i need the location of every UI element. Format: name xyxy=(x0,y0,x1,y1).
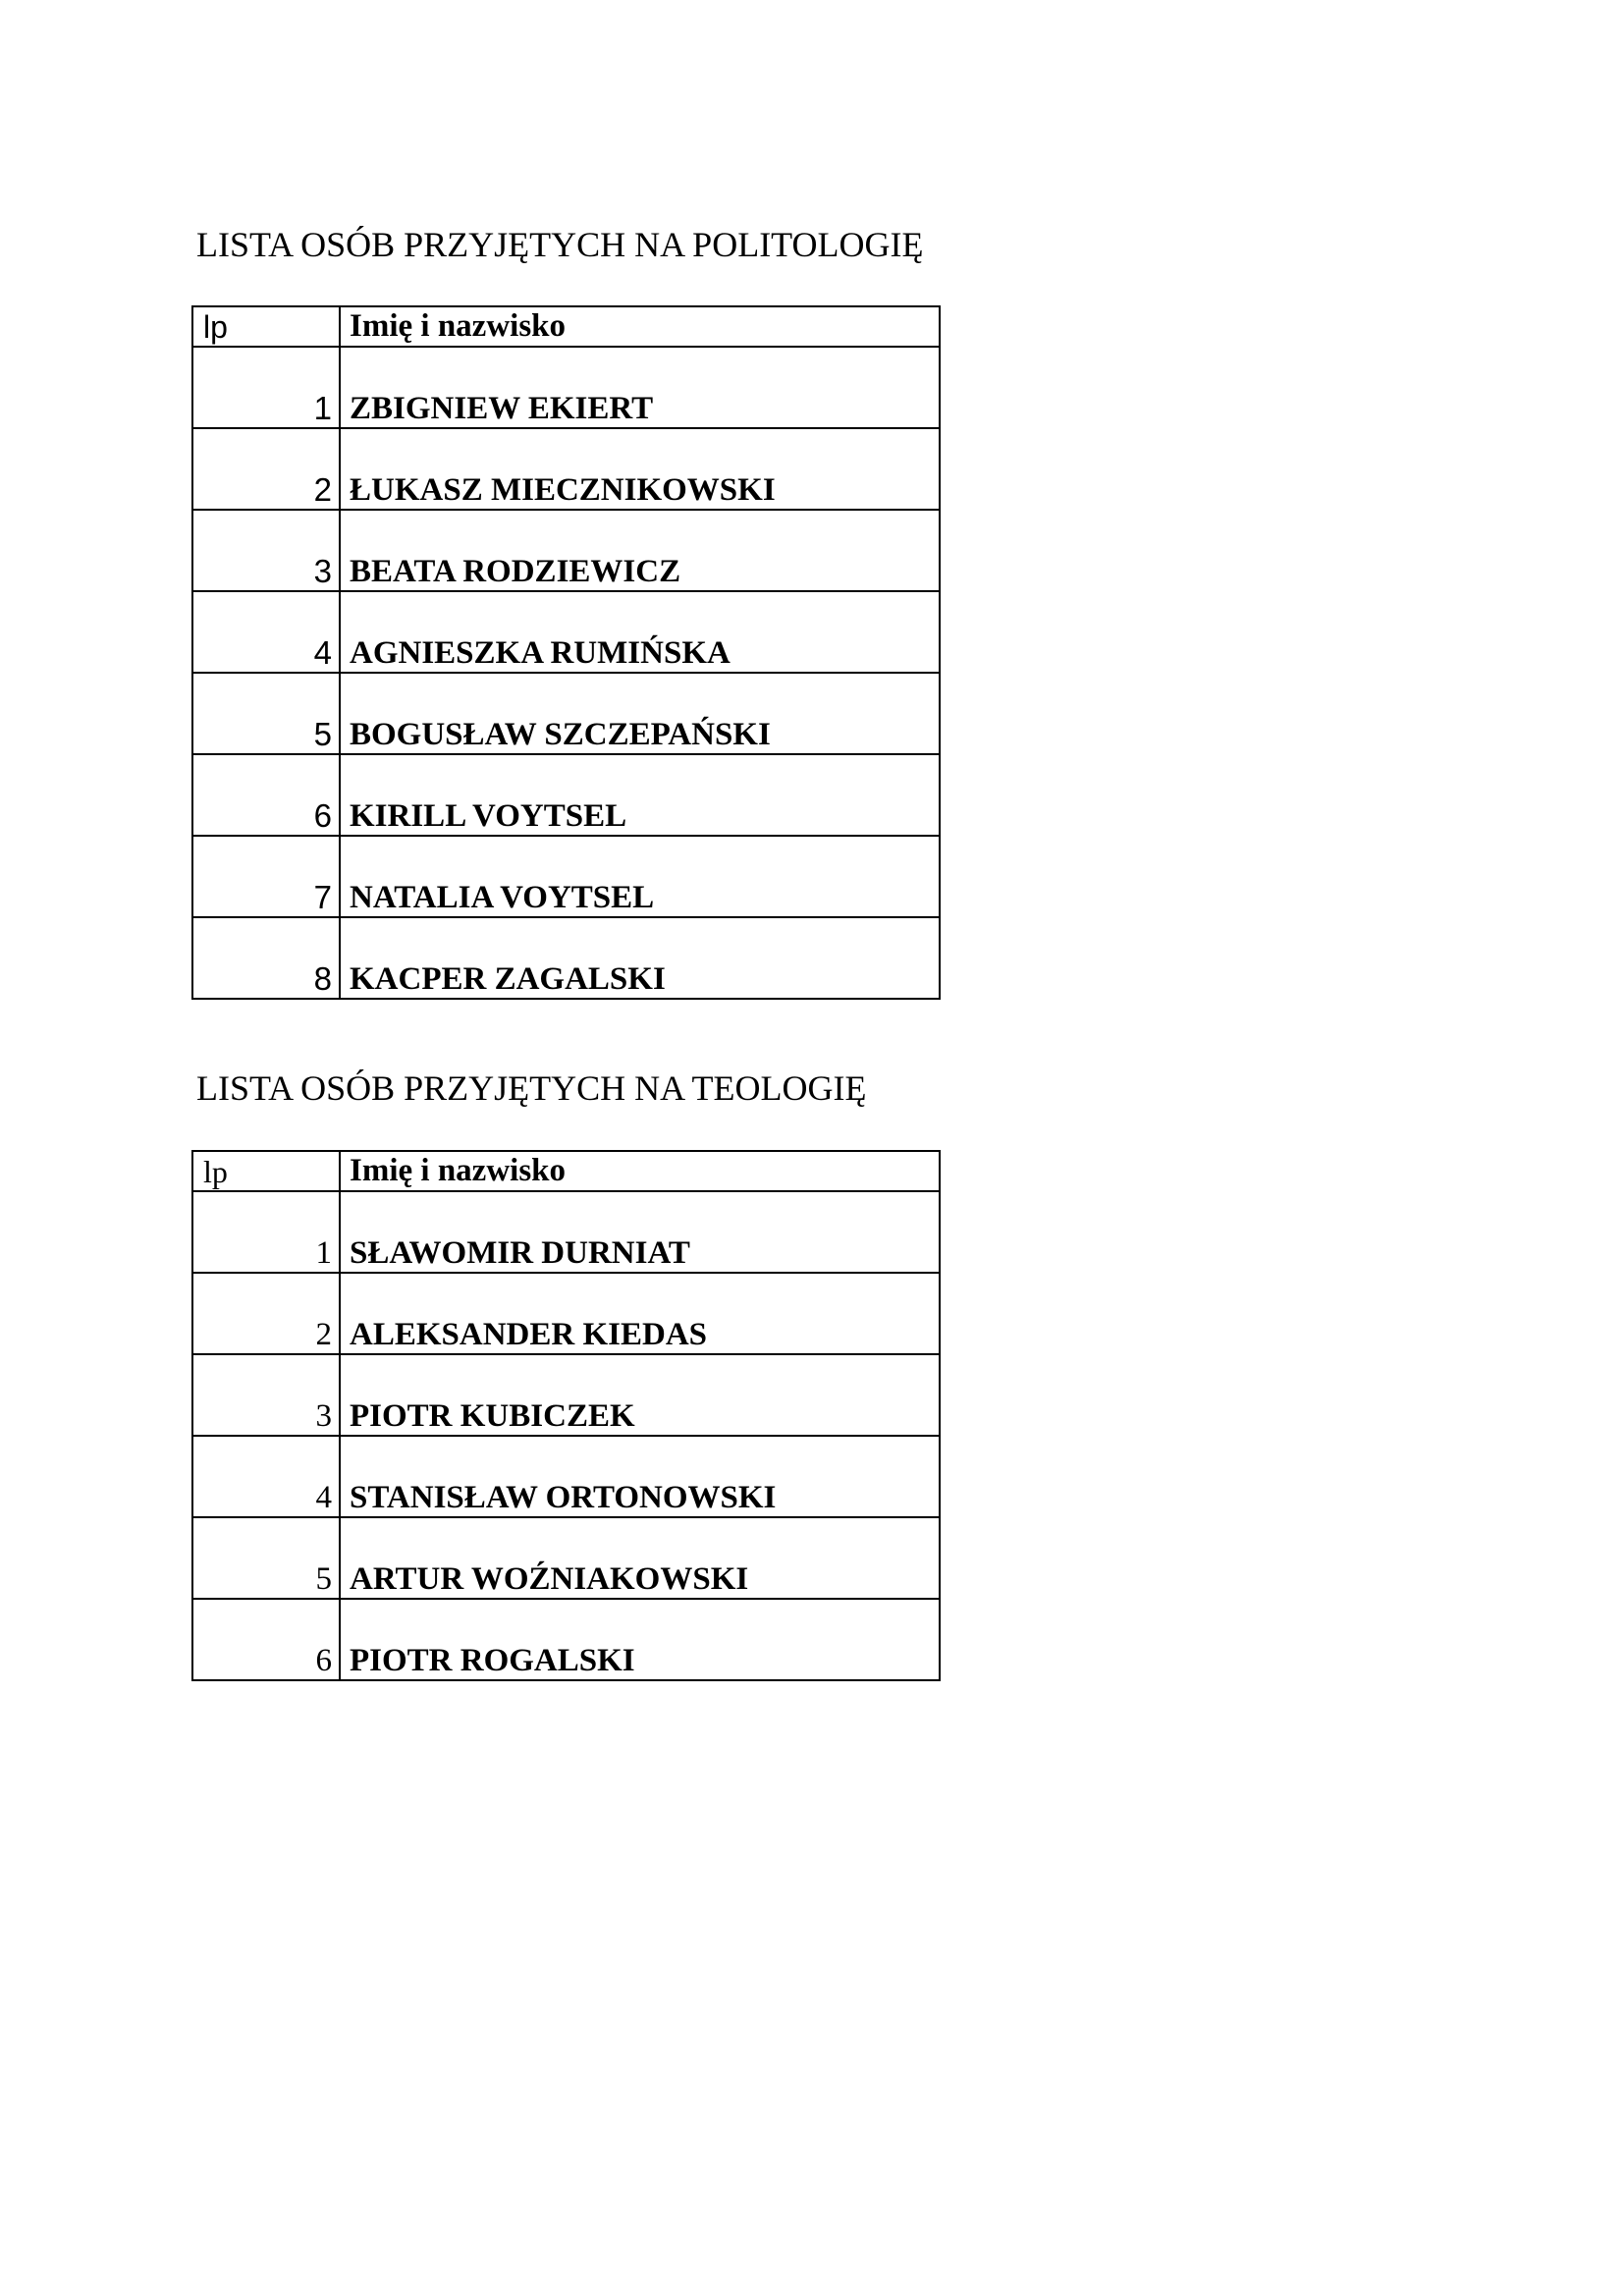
table-row xyxy=(192,836,940,917)
row-number: 1 xyxy=(192,347,340,428)
table-row xyxy=(192,1191,940,1273)
table-row xyxy=(192,1436,940,1517)
table-row xyxy=(192,510,940,591)
row-name: KACPER ZAGALSKI xyxy=(340,917,940,999)
table-row xyxy=(192,754,940,836)
row-number: 2 xyxy=(192,428,340,510)
row-name: SŁAWOMIR DURNIAT xyxy=(340,1191,940,1273)
page-title: LISTA OSÓB PRZYJĘTYCH NA TEOLOGIĘ xyxy=(196,1068,867,1108)
table-header-row xyxy=(192,306,940,347)
row-name: ARTUR WOŹNIAKOWSKI xyxy=(340,1517,940,1599)
table-row xyxy=(192,428,940,510)
row-name: AGNIESZKA RUMIŃSKA xyxy=(340,591,940,673)
column-header-name: Imię i nazwisko xyxy=(340,306,940,347)
table-row xyxy=(192,673,940,754)
page-title: LISTA OSÓB PRZYJĘTYCH NA POLITOLOGIĘ xyxy=(196,225,924,264)
row-name: PIOTR ROGALSKI xyxy=(340,1599,940,1680)
column-header-lp: lp xyxy=(192,306,340,347)
row-number: 3 xyxy=(192,1354,340,1436)
row-name: KIRILL VOYTSEL xyxy=(340,754,940,836)
table-row xyxy=(192,1354,940,1436)
row-name: ALEKSANDER KIEDAS xyxy=(340,1273,940,1354)
row-number: 6 xyxy=(192,1599,340,1680)
column-header-lp: lp xyxy=(192,1151,340,1191)
row-number: 2 xyxy=(192,1273,340,1354)
row-name: STANISŁAW ORTONOWSKI xyxy=(340,1436,940,1517)
row-number: 5 xyxy=(192,1517,340,1599)
row-number: 5 xyxy=(192,673,340,754)
admitted-table-teologie xyxy=(191,1150,941,1681)
row-number: 7 xyxy=(192,836,340,917)
column-header-name: Imię i nazwisko xyxy=(340,1151,940,1191)
table-row xyxy=(192,1517,940,1599)
table-row xyxy=(192,1273,940,1354)
row-number: 3 xyxy=(192,510,340,591)
row-name: ZBIGNIEW EKIERT xyxy=(340,347,940,428)
row-number: 1 xyxy=(192,1191,340,1273)
table-row xyxy=(192,347,940,428)
table-row xyxy=(192,1599,940,1680)
table-row xyxy=(192,917,940,999)
table-header-row xyxy=(192,1151,940,1191)
row-name: BOGUSŁAW SZCZEPAŃSKI xyxy=(340,673,940,754)
table-row xyxy=(192,591,940,673)
admitted-table-politologie xyxy=(191,305,941,1000)
row-number: 4 xyxy=(192,1436,340,1517)
row-number: 4 xyxy=(192,591,340,673)
row-name: BEATA RODZIEWICZ xyxy=(340,510,940,591)
row-number: 6 xyxy=(192,754,340,836)
row-name: NATALIA VOYTSEL xyxy=(340,836,940,917)
row-name: PIOTR KUBICZEK xyxy=(340,1354,940,1436)
row-number: 8 xyxy=(192,917,340,999)
row-name: ŁUKASZ MIECZNIKOWSKI xyxy=(340,428,940,510)
